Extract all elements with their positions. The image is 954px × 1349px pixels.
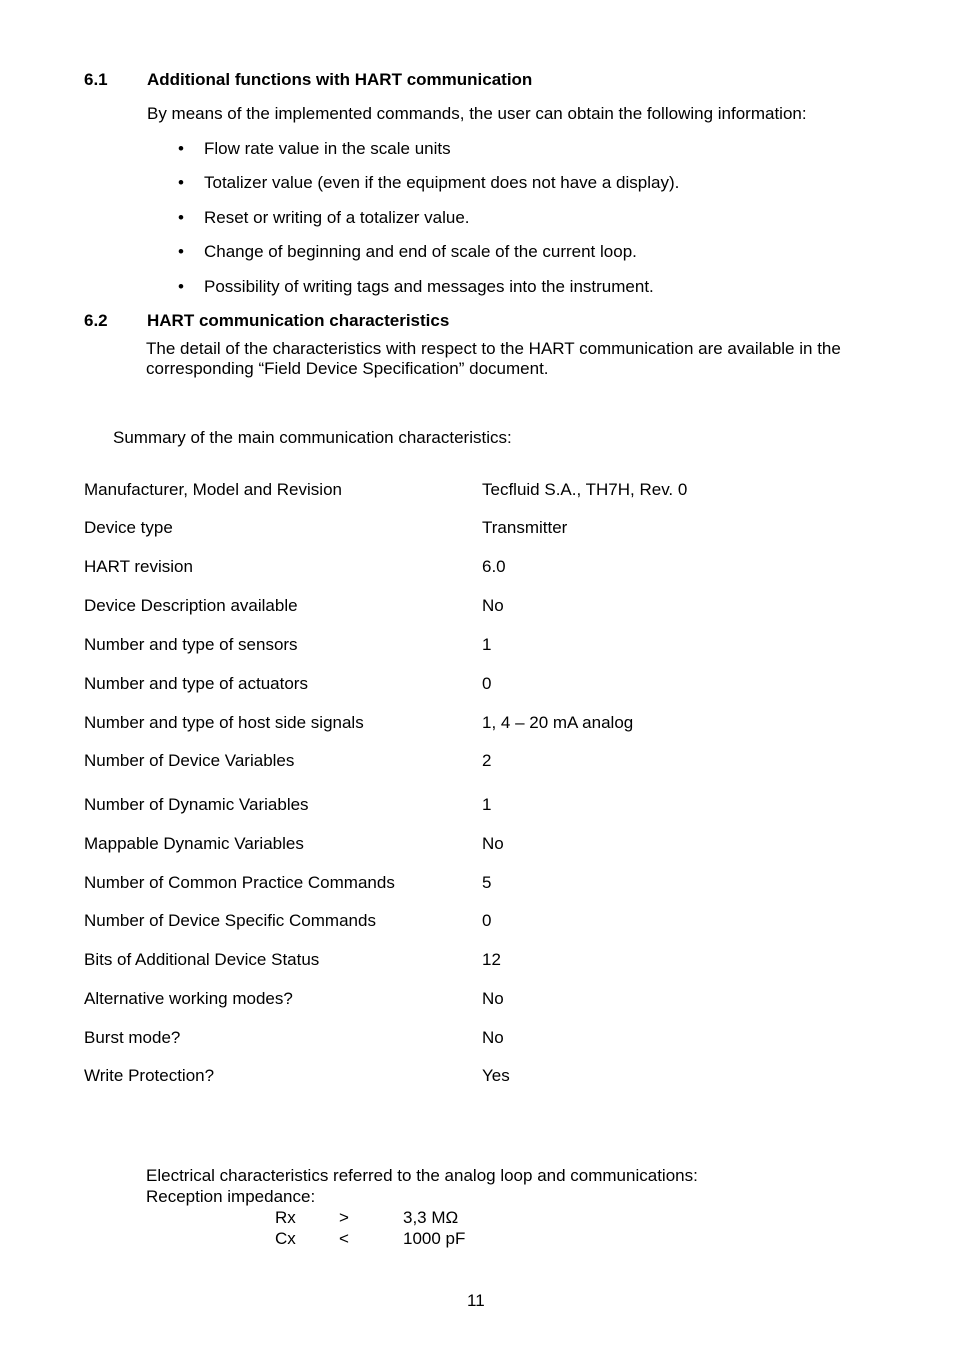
row-value: Transmitter bbox=[482, 518, 568, 537]
impedance-value: 3,3 MΩ bbox=[403, 1208, 459, 1227]
bullet-text: Totalizer value (even if the equipment does not have a display). bbox=[204, 173, 680, 192]
section-6-2-paragraph: The detail of the characteristics with respect to the HART communication are available in the corresponding “Field Device Specification” document. bbox=[146, 339, 841, 378]
page-number: 11 bbox=[467, 1291, 485, 1310]
row-value: 2 bbox=[482, 751, 492, 770]
impedance-symbol: Cx bbox=[275, 1229, 296, 1248]
row-value: 1 bbox=[482, 795, 492, 814]
row-value: Yes bbox=[482, 1066, 510, 1085]
row-label: Bits of Additional Device Status bbox=[84, 950, 320, 969]
bullet-marker: • bbox=[178, 242, 184, 261]
row-value: Tecfluid S.A., TH7H, Rev. 0 bbox=[482, 480, 688, 499]
row-label: Mappable Dynamic Variables bbox=[84, 834, 304, 853]
bullet-marker: • bbox=[178, 173, 184, 192]
bullet-text: Possibility of writing tags and messages into the instrument. bbox=[204, 277, 654, 296]
impedance-operator: < bbox=[339, 1229, 349, 1248]
row-value: 12 bbox=[482, 950, 501, 969]
row-value: 1, 4 – 20 mA analog bbox=[482, 713, 634, 732]
row-label: Manufacturer, Model and Revision bbox=[84, 480, 342, 499]
row-label: Alternative working modes? bbox=[84, 989, 293, 1008]
row-label: Number of Device Specific Commands bbox=[84, 911, 376, 930]
row-value: No bbox=[482, 1028, 504, 1047]
row-label: Number of Device Variables bbox=[84, 751, 295, 770]
row-label: Number and type of sensors bbox=[84, 635, 298, 654]
impedance-operator: > bbox=[339, 1208, 349, 1227]
row-value: 6.0 bbox=[482, 557, 506, 576]
bullet-text: Change of beginning and end of scale of the current loop. bbox=[204, 242, 637, 261]
row-label: Number and type of host side signals bbox=[84, 713, 364, 732]
row-value: 0 bbox=[482, 911, 492, 930]
summary-intro: Summary of the main communication characteristics: bbox=[113, 428, 512, 447]
row-label: HART revision bbox=[84, 557, 193, 576]
reception-impedance-label: Reception impedance: bbox=[146, 1187, 316, 1206]
row-label: Device type bbox=[84, 518, 173, 537]
section-6-1-title: Additional functions with HART communication bbox=[147, 70, 533, 89]
section-6-1-number: 6.1 bbox=[84, 70, 108, 89]
row-value: No bbox=[482, 834, 504, 853]
bullet-marker: • bbox=[178, 277, 184, 296]
bullet-text: Flow rate value in the scale units bbox=[204, 139, 451, 158]
row-label: Burst mode? bbox=[84, 1028, 181, 1047]
row-value: 5 bbox=[482, 873, 492, 892]
row-value: No bbox=[482, 989, 504, 1008]
row-value: 1 bbox=[482, 635, 492, 654]
impedance-value: 1000 pF bbox=[403, 1229, 466, 1248]
impedance-symbol: Rx bbox=[275, 1208, 296, 1227]
row-value: No bbox=[482, 596, 504, 615]
row-label: Device Description available bbox=[84, 596, 298, 615]
row-label: Number and type of actuators bbox=[84, 674, 308, 693]
row-label: Number of Common Practice Commands bbox=[84, 873, 395, 892]
row-value: 0 bbox=[482, 674, 492, 693]
section-6-2-title: HART communication characteristics bbox=[147, 311, 450, 330]
electrical-intro: Electrical characteristics referred to the analog loop and communications: bbox=[146, 1166, 698, 1185]
row-label: Number of Dynamic Variables bbox=[84, 795, 309, 814]
bullet-marker: • bbox=[178, 208, 184, 227]
row-label: Write Protection? bbox=[84, 1066, 215, 1085]
bullet-text: Reset or writing of a totalizer value. bbox=[204, 208, 470, 227]
section-6-1-intro: By means of the implemented commands, the user can obtain the following information: bbox=[147, 104, 807, 123]
section-6-2-number: 6.2 bbox=[84, 311, 108, 330]
bullet-marker: • bbox=[178, 139, 184, 158]
